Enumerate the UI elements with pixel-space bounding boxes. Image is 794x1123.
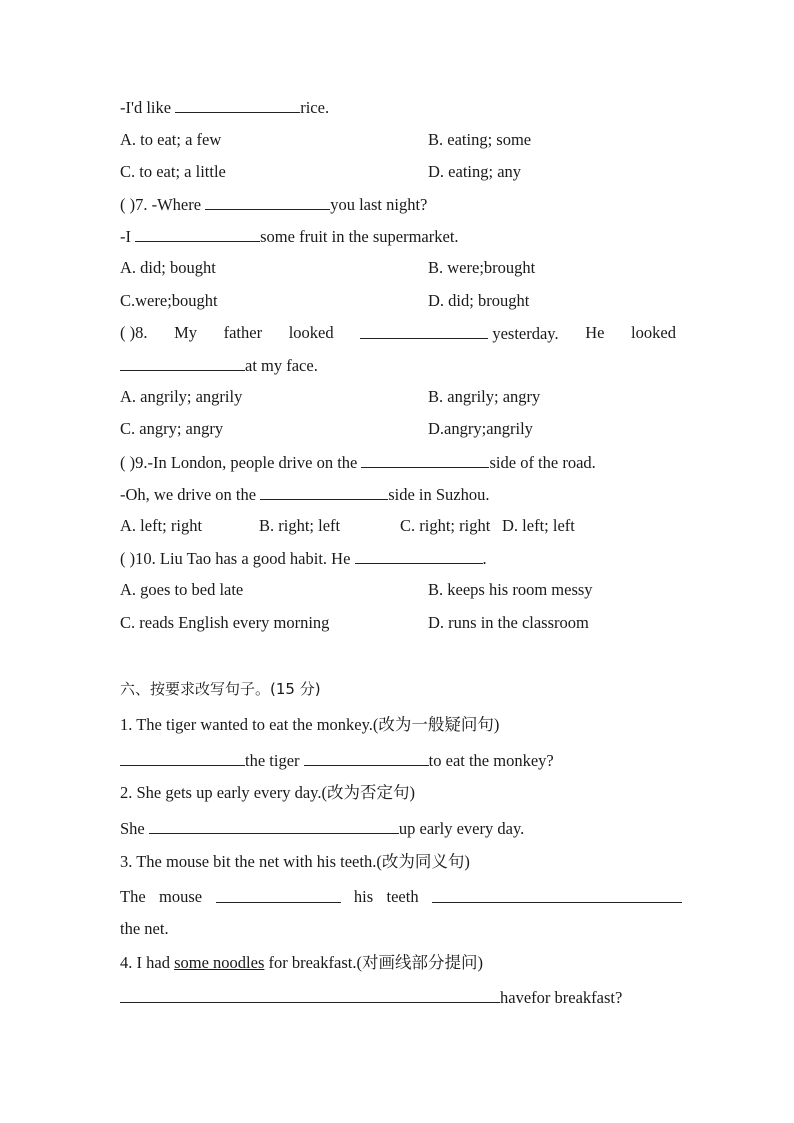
q10-option-a[interactable]: A. goes to bed late [120, 580, 244, 599]
q9-stem-post: side of the road. [489, 453, 596, 472]
rewrite-answer-4 [120, 987, 622, 1008]
rewrite-item-2: 2. She gets up early every day.(改为否定句) [120, 783, 415, 802]
q9-stem-line2 [120, 484, 490, 505]
q8-option-c[interactable]: C. angry; angry [120, 419, 224, 438]
rewrite-answer-4-post: havefor breakfast? [500, 988, 623, 1007]
rewrite-answer-2-post: up early every day. [398, 819, 525, 838]
q9-line2-pre: -Oh, we drive on the [120, 485, 261, 504]
answer-blank[interactable] [135, 226, 260, 242]
rewrite-item-3: 3. The mouse bit the net with his teeth.(改为同义句) [120, 852, 470, 871]
answer-blank[interactable] [205, 194, 330, 210]
answer-blank[interactable] [361, 452, 489, 468]
underlined-phrase: some noodles [174, 953, 265, 972]
q7-option-a[interactable]: A. did; bought [120, 258, 216, 277]
q8-word: father [223, 323, 263, 342]
q8-line2-post: at my face. [245, 356, 318, 375]
q9-option-d[interactable]: D. left; left [502, 516, 575, 535]
q8-option-b[interactable]: B. angrily; angry [428, 387, 541, 406]
answer-blank[interactable] [149, 818, 399, 834]
q10-option-d[interactable]: D. runs in the classroom [428, 613, 589, 632]
rewrite-item-4 [120, 953, 483, 973]
q6-option-d[interactable]: D. eating; any [428, 162, 522, 181]
q6-option-a[interactable]: A. to eat; a few [120, 130, 222, 149]
q6-option-c[interactable]: C. to eat; a little [120, 162, 226, 181]
answer-blank[interactable] [175, 97, 300, 113]
q6-option-b[interactable]: B. eating; some [428, 130, 532, 149]
q7-line2-pre: -I [120, 227, 136, 246]
rewrite-answer-3-word: The [120, 887, 146, 906]
answer-blank[interactable] [216, 887, 341, 903]
answer-blank[interactable] [260, 484, 388, 500]
q6-stem [120, 97, 329, 118]
rewrite-answer-1 [120, 750, 554, 771]
rewrite-answer-2-pre: She [120, 819, 149, 838]
q10-stem-pre: ( )10. Liu Tao has a good habit. He [120, 549, 355, 568]
answer-blank[interactable] [120, 750, 245, 766]
q8-word: yesterday. [492, 324, 559, 343]
q6-stem-pre: -I'd like [120, 98, 176, 117]
q8-number: ( )8. [120, 323, 148, 342]
answer-blank[interactable] [120, 987, 500, 1003]
q8-word: He [585, 323, 605, 342]
q6-stem-post: rice. [300, 98, 330, 117]
q9-stem [120, 452, 596, 473]
q9-option-a[interactable]: A. left; right [120, 516, 203, 535]
q7-stem-line2 [120, 226, 459, 247]
q9-option-b[interactable]: B. right; left [259, 516, 341, 535]
q7-stem [120, 194, 427, 215]
q8-stem-line2 [120, 355, 318, 376]
rewrite-item-4-pre: 4. I had [120, 953, 175, 972]
q7-option-b[interactable]: B. were;brought [428, 258, 536, 277]
answer-blank[interactable] [304, 750, 429, 766]
q10-stem-post: . [482, 549, 487, 568]
rewrite-answer-3 [120, 887, 682, 907]
q7-stem-post: you last night? [330, 195, 428, 214]
rewrite-answer-3-word: his [353, 887, 374, 906]
q7-line2-post: some fruit in the supermarket. [260, 227, 459, 246]
rewrite-answer-3-word: mouse [159, 887, 203, 906]
q8-word: My [174, 323, 198, 342]
answer-blank[interactable] [360, 323, 488, 339]
answer-blank[interactable] [432, 887, 682, 903]
q7-stem-pre: ( )7. -Where [120, 195, 206, 214]
answer-blank[interactable] [120, 355, 245, 371]
rewrite-item-1: 1. The tiger wanted to eat the monkey.(改为一般疑问句) [120, 715, 500, 734]
q8-word: looked [288, 323, 334, 342]
rewrite-answer-1-mid: the tiger [245, 751, 304, 770]
section-heading: 六、按要求改写句子。(15 分) [120, 680, 321, 698]
q9-option-c[interactable]: C. right; right [400, 516, 491, 535]
rewrite-answer-3-word: teeth [386, 887, 419, 906]
rewrite-answer-2 [120, 818, 524, 839]
answer-blank[interactable] [355, 548, 483, 564]
q10-option-c[interactable]: C. reads English every morning [120, 613, 330, 632]
q8-word: looked [631, 323, 676, 342]
q10-stem [120, 548, 487, 569]
q7-option-c[interactable]: C.were;bought [120, 291, 218, 310]
rewrite-item-4-post: for breakfast.(对画线部分提问) [264, 953, 483, 972]
q10-option-b[interactable]: B. keeps his room messy [428, 580, 593, 599]
q9-stem-pre: ( )9.-In London, people drive on the [120, 453, 362, 472]
q8-option-a[interactable]: A. angrily; angrily [120, 387, 243, 406]
q7-option-d[interactable]: D. did; brought [428, 291, 530, 310]
rewrite-answer-1-post: to eat the monkey? [428, 751, 554, 770]
q8-option-d[interactable]: D.angry;angrily [428, 419, 533, 438]
rewrite-answer-3-line2: the net. [120, 919, 169, 938]
q8-stem [120, 323, 676, 344]
q9-line2-post: side in Suzhou. [388, 485, 490, 504]
